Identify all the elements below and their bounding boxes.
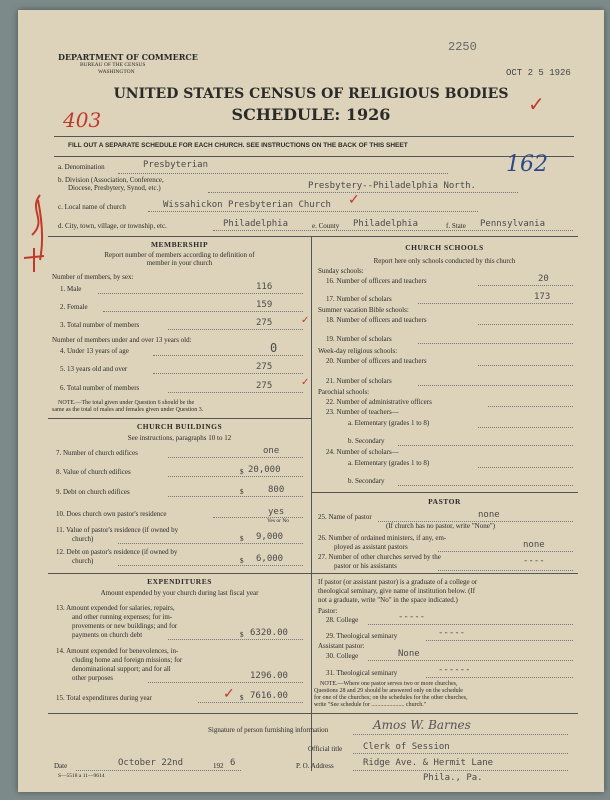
pastor-note-2: Questions 28 and 29 should be answered only on the schedule	[314, 688, 463, 694]
membership-desc-1: Report number of members according to definition of	[104, 251, 255, 259]
q11-label-1: 11. Value of pastor's residence (if owned by	[56, 526, 179, 534]
expenditures-sub: Amount expended by your church during last fiscal year	[100, 589, 259, 597]
form-number: S—5518 a 11—9614	[58, 773, 105, 779]
q29-label: 29. Theological seminary	[326, 632, 398, 640]
denomination-label: a. Denomination	[58, 163, 105, 171]
red-tick-q3-icon: ✓	[301, 315, 310, 326]
dollar-sign-q15: $	[240, 694, 244, 702]
q8-value: 20,000	[248, 465, 281, 475]
church-name-label: c. Local name of church	[58, 203, 126, 211]
denomination-value: Presbyterian	[143, 160, 209, 170]
q23-label: 23. Number of teachers—	[326, 408, 399, 416]
q15-label: 15. Total expenditures during year	[56, 694, 152, 702]
q2-label: 2. Female	[60, 303, 88, 311]
buildings-heading: CHURCH BUILDINGS	[136, 422, 223, 431]
q11-value: 9,000	[256, 532, 284, 542]
q6-value: 275	[256, 381, 273, 391]
q14-label-3: denominational support; and for all	[72, 665, 171, 673]
date-stamp: OCT 2 5 1926	[506, 68, 571, 78]
q11-label-2: church)	[72, 535, 94, 543]
q10-label: 10. Does church own pastor's residence	[56, 510, 167, 518]
form-title: UNITED STATES CENSUS OF RELIGIOUS BODIES	[113, 86, 509, 102]
signature-label: Signature of person furnishing information	[208, 726, 329, 734]
buildings-sub: See instructions, paragraphs 10 to 12	[127, 434, 232, 442]
weekday-label: Week-day religious schools:	[318, 347, 398, 355]
q7-value: one	[263, 446, 280, 456]
blue-number-annotation: 162	[506, 152, 548, 177]
schools-heading: CHURCH SCHOOLS	[405, 243, 484, 252]
red-tick-q15-icon: ✓	[223, 686, 235, 702]
q13-value: 6320.00	[250, 628, 288, 638]
graduate-note-2: theological seminary, give name of institution below. (If	[318, 587, 476, 595]
pastor-note-4: write "See schedule for ...................... church."	[314, 702, 427, 708]
q1-label: 1. Male	[60, 285, 82, 293]
membership-heading: MEMBERSHIP	[150, 240, 209, 249]
parochial-label: Parochial schools:	[318, 388, 370, 396]
dollar-sign-q9: $	[240, 488, 244, 496]
red-number-annotation: 403	[63, 108, 102, 132]
q27-value: ----	[523, 556, 545, 566]
city-label-field: d. City, town, village, or township, etc.	[58, 222, 167, 230]
q3-label: 3. Total number of members	[60, 321, 140, 329]
q7-label: 7. Number of church edifices	[56, 449, 138, 457]
serial-stamp: 2250	[448, 40, 477, 54]
expenditures-heading: EXPENDITURES	[147, 577, 212, 586]
q4-label: 4. Under 13 years of age	[60, 347, 129, 355]
state-label: f. State	[446, 222, 466, 230]
q19-label: 19. Number of scholars	[326, 335, 392, 343]
sunday-label: Sunday schools:	[318, 267, 364, 275]
members-by-sex-label: Number of members, by sex:	[52, 273, 134, 281]
q14-label-4: other purposes	[72, 674, 114, 682]
q12-value: 6,000	[256, 554, 284, 564]
q2-value: 159	[256, 300, 273, 310]
q30-value: None	[398, 649, 420, 659]
q24b-label: b. Secondary	[348, 477, 385, 485]
q29-value: -----	[438, 628, 466, 638]
membership-desc-2: member in your church	[146, 259, 213, 267]
q27-label-2: pastor or his assistants	[334, 562, 397, 570]
q16-label: 16. Number of officers and teachers	[326, 277, 427, 285]
church-name-value: Wissahickon Presbyterian Church	[163, 200, 331, 210]
red-tick-q6-icon: ✓	[301, 377, 310, 388]
q26-value: none	[523, 540, 545, 550]
q3-value: 275	[256, 318, 273, 328]
q13-label-2: and other running expenses; for im-	[72, 613, 173, 621]
division-label-1: b. Division (Association, Conference,	[58, 176, 164, 184]
q13-label-3: provements or new buildings; and for	[72, 622, 178, 630]
q16-value: 20	[538, 274, 549, 284]
q17-label: 17. Number of scholars	[326, 295, 392, 303]
q25-value: none	[478, 510, 500, 520]
q31-label: 31. Theological seminary	[326, 669, 398, 677]
instructions-line: FILL OUT A SEPARATE SCHEDULE FOR EACH CHURCH. SEE INSTRUCTIONS ON THE BACK OF THIS SHEET	[68, 142, 408, 149]
q23b-label: b. Secondary	[348, 437, 385, 445]
dollar-sign-q11: $	[240, 535, 244, 543]
q1-value: 116	[256, 282, 273, 292]
q20-label: 20. Number of officers and teachers	[326, 357, 427, 365]
red-check-mark: ✓	[528, 92, 545, 116]
membership-note-2: same as the total of males and females given under Question 3.	[52, 407, 204, 413]
q14-value: 1296.00	[250, 671, 288, 681]
q23a-label: a. Elementary (grades 1 to 8)	[348, 419, 430, 427]
q5-label: 5. 13 years old and over	[60, 365, 128, 373]
members-by-age-label: Number of members under and over 13 years old:	[52, 336, 192, 344]
date-label: Date	[54, 762, 68, 770]
q12-label-2: church)	[72, 557, 94, 565]
q12-label-1: 12. Debt on pastor's residence (if owned by	[56, 548, 178, 556]
bureau-label: BUREAU OF THE CENSUS	[80, 62, 146, 68]
q9-value: 800	[268, 485, 285, 495]
q26-label-2: ployed as assistant pastors	[334, 543, 408, 551]
date-year-prefix: 192	[213, 762, 224, 770]
date-year-suffix: 6	[230, 758, 236, 768]
q8-label: 8. Value of church edifices	[56, 468, 131, 476]
q30-label: 30. College	[326, 652, 359, 660]
division-value: Presbytery--Philadelphia North.	[308, 181, 476, 191]
date-value: October 22nd	[118, 758, 184, 768]
red-tick-icon: ✓	[348, 192, 360, 208]
dollar-sign-q8: $	[240, 468, 244, 476]
po-address-line-2: Phila., Pa.	[423, 773, 483, 783]
membership-note-1: NOTE.—The total given under Question 6 should be the	[58, 400, 195, 406]
q21-label: 21. Number of scholars	[326, 377, 392, 385]
q17-value: 173	[534, 292, 551, 302]
census-schedule-paper	[18, 10, 604, 792]
q24a-label: a. Elementary (grades 1 to 8)	[348, 459, 430, 467]
q28-value: -----	[398, 612, 426, 622]
state-value: Pennsylvania	[480, 219, 546, 229]
official-title-value: Clerk of Session	[363, 742, 450, 752]
official-title-label: Official title	[308, 745, 343, 753]
q27-label-1: 27. Number of other churches served by the	[318, 553, 441, 561]
pastor-heading: PASTOR	[428, 497, 461, 506]
department-label: DEPARTMENT OF COMMERCE	[58, 52, 198, 62]
q26-label-1: 26. Number of ordained ministers, if any, em-	[318, 534, 447, 542]
graduate-note-1: If pastor (or assistant pastor) is a graduate of a college or	[318, 578, 478, 586]
county-label: e. County	[312, 222, 340, 230]
q28-label: 28. College	[326, 616, 359, 624]
q14-label-1: 14. Amount expended for benevolences, in-	[56, 647, 179, 655]
q25-hint: (If church has no pastor, write "None")	[386, 522, 496, 530]
q15-value: 7616.00	[250, 691, 288, 701]
form-subtitle: SCHEDULE: 1926	[231, 105, 391, 124]
q10-value: yes	[268, 507, 285, 517]
q6-label: 6. Total number of members	[60, 384, 140, 392]
signature-value: Amos W. Barnes	[373, 718, 471, 732]
dollar-sign-q12: $	[240, 557, 244, 565]
q4-value: 0	[270, 341, 278, 355]
q22-label: 22. Number of administrative officers	[326, 398, 432, 406]
q13-label-1: 13. Amount expended for salaries, repairs,	[56, 604, 175, 612]
q25-label: 25. Name of pastor	[318, 513, 372, 521]
yes-no-hint: Yes or No	[267, 518, 290, 524]
q13-label-4: payments on church debt	[72, 631, 143, 639]
q5-value: 275	[256, 362, 273, 372]
summer-label: Summer vacation Bible schools:	[318, 306, 409, 314]
po-address-label: P. O. Address	[296, 762, 334, 770]
dollar-sign-q13: $	[240, 631, 244, 639]
county-value: Philadelphia	[353, 219, 419, 229]
city-label: WASHINGTON	[98, 69, 135, 75]
pastor-note-1: NOTE.—Where one pastor serves two or more churches,	[320, 681, 458, 687]
q24-label: 24. Number of scholars—	[326, 448, 399, 456]
division-label-2: Diocese, Presbytery, Synod, etc.)	[68, 184, 161, 192]
q9-label: 9. Debt on church edifices	[56, 488, 130, 496]
assistant-pastor-subheading: Assistant pastor:	[318, 642, 365, 650]
pastor-subheading: Pastor:	[318, 607, 338, 615]
city-value: Philadelphia	[223, 219, 289, 229]
graduate-note-3: not a graduate, write "No" in the space indicated.)	[318, 596, 458, 604]
po-address-line-1: Ridge Ave. & Hermit Lane	[363, 758, 494, 768]
schools-sub: Report here only schools conducted by this church	[373, 257, 516, 265]
q18-label: 18. Number of officers and teachers	[326, 316, 427, 324]
q14-label-2: cluding home and foreign missions; for	[72, 656, 183, 664]
pastor-note-3: for one of the churches; on the schedules for the other churches,	[314, 695, 468, 701]
q31-value: ------	[438, 665, 471, 675]
